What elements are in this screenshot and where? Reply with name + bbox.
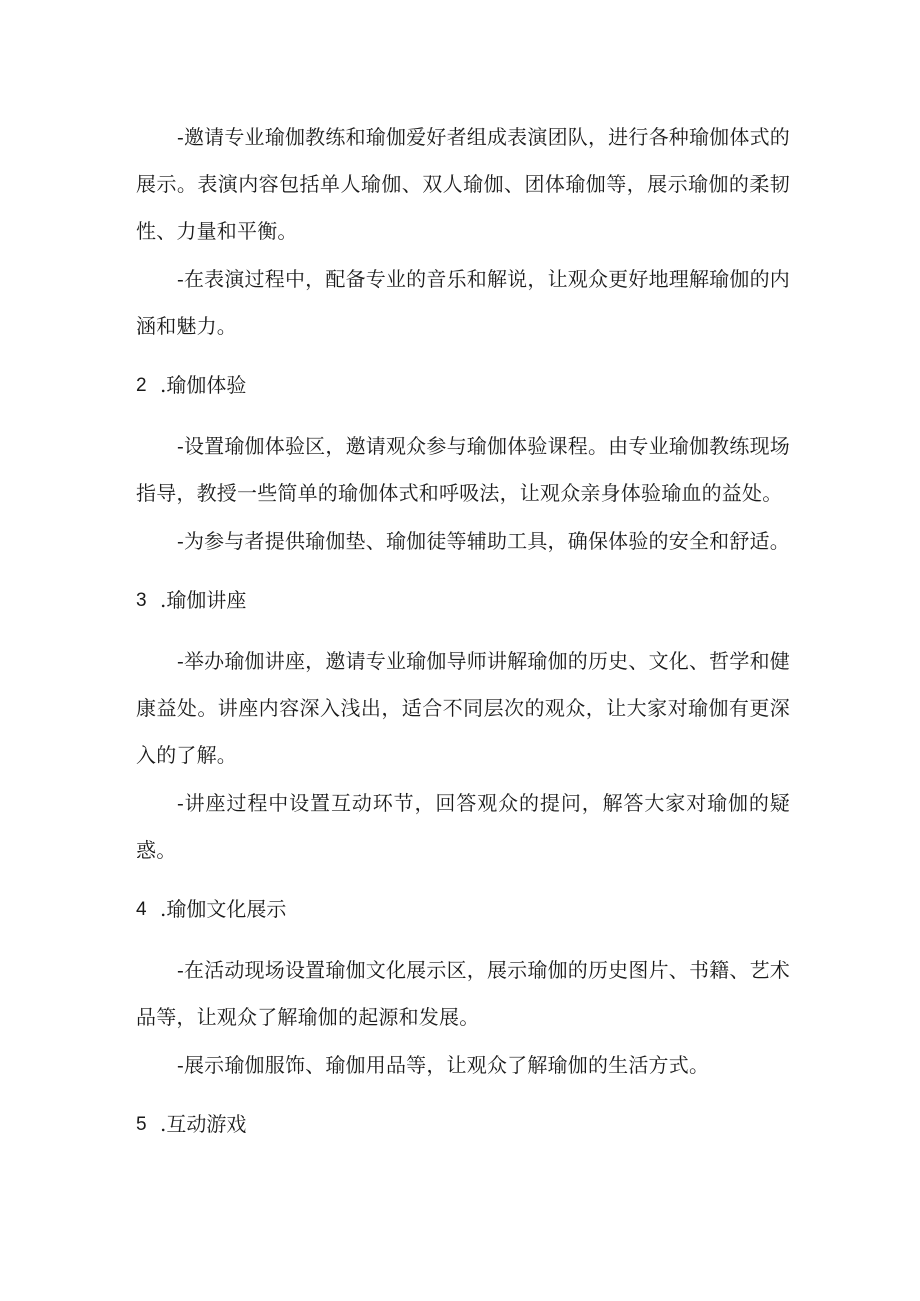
paragraph: -在表演过程中，配备专业的音乐和解说，让观众更好地理解瑜伽的内涵和魅力。 [136,267,790,338]
section-number: 3 [136,590,147,611]
section-title: .瑜伽体验 [160,373,247,397]
section-heading [136,1101,790,1148]
paragraph: -讲座过程中设置互动环节，回答观众的提问，解答大家对瑜伽的疑惑。 [136,791,790,862]
paragraph: -在活动现场设置瑜伽文化展示区，展示瑜伽的历史图片、书籍、艺术品等，让观众了解瑜伽的起源和发展。 [136,958,790,1029]
section-number: 2 [136,375,147,396]
section-title: .瑜伽文化展示 [160,897,287,921]
paragraph: -设置瑜伽体验区，邀请观众参与瑜伽体验课程。由专业瑜伽教练现场指导，教授一些简单的瑜伽体式和呼吸法，让观众亲身体验瑜血的益处。 [136,434,790,505]
section-heading [136,362,790,409]
section-number: 4 [136,899,147,920]
paragraph: -为参与者提供瑜伽垫、瑜伽徒等辅助工具，确保体验的安全和舒适。 [177,529,790,553]
paragraph: -举办瑜伽讲座，邀请专业瑜伽导师讲解瑜伽的历史、文化、哲学和健康益处。讲座内容深入浅出，适合不同层次的观众，让大家对瑜伽有更深入的了解。 [136,649,790,767]
paragraph: -展示瑜伽服饰、瑜伽用品等，让观众了解瑜伽的生活方式。 [177,1053,710,1077]
section-title: .瑜伽讲座 [160,588,247,612]
section-title: .互动游戏 [160,1112,247,1136]
section-heading [136,577,790,624]
section-heading [136,886,790,933]
section-number: 5 [136,1114,147,1135]
paragraph: -邀请专业瑜伽教练和瑜伽爱好者组成表演团队，进行各种瑜伽体式的展示。表演内容包括单人瑜伽、双人瑜伽、团体瑜伽等，展示瑜伽的柔韧性、力量和平衡。 [136,125,790,243]
